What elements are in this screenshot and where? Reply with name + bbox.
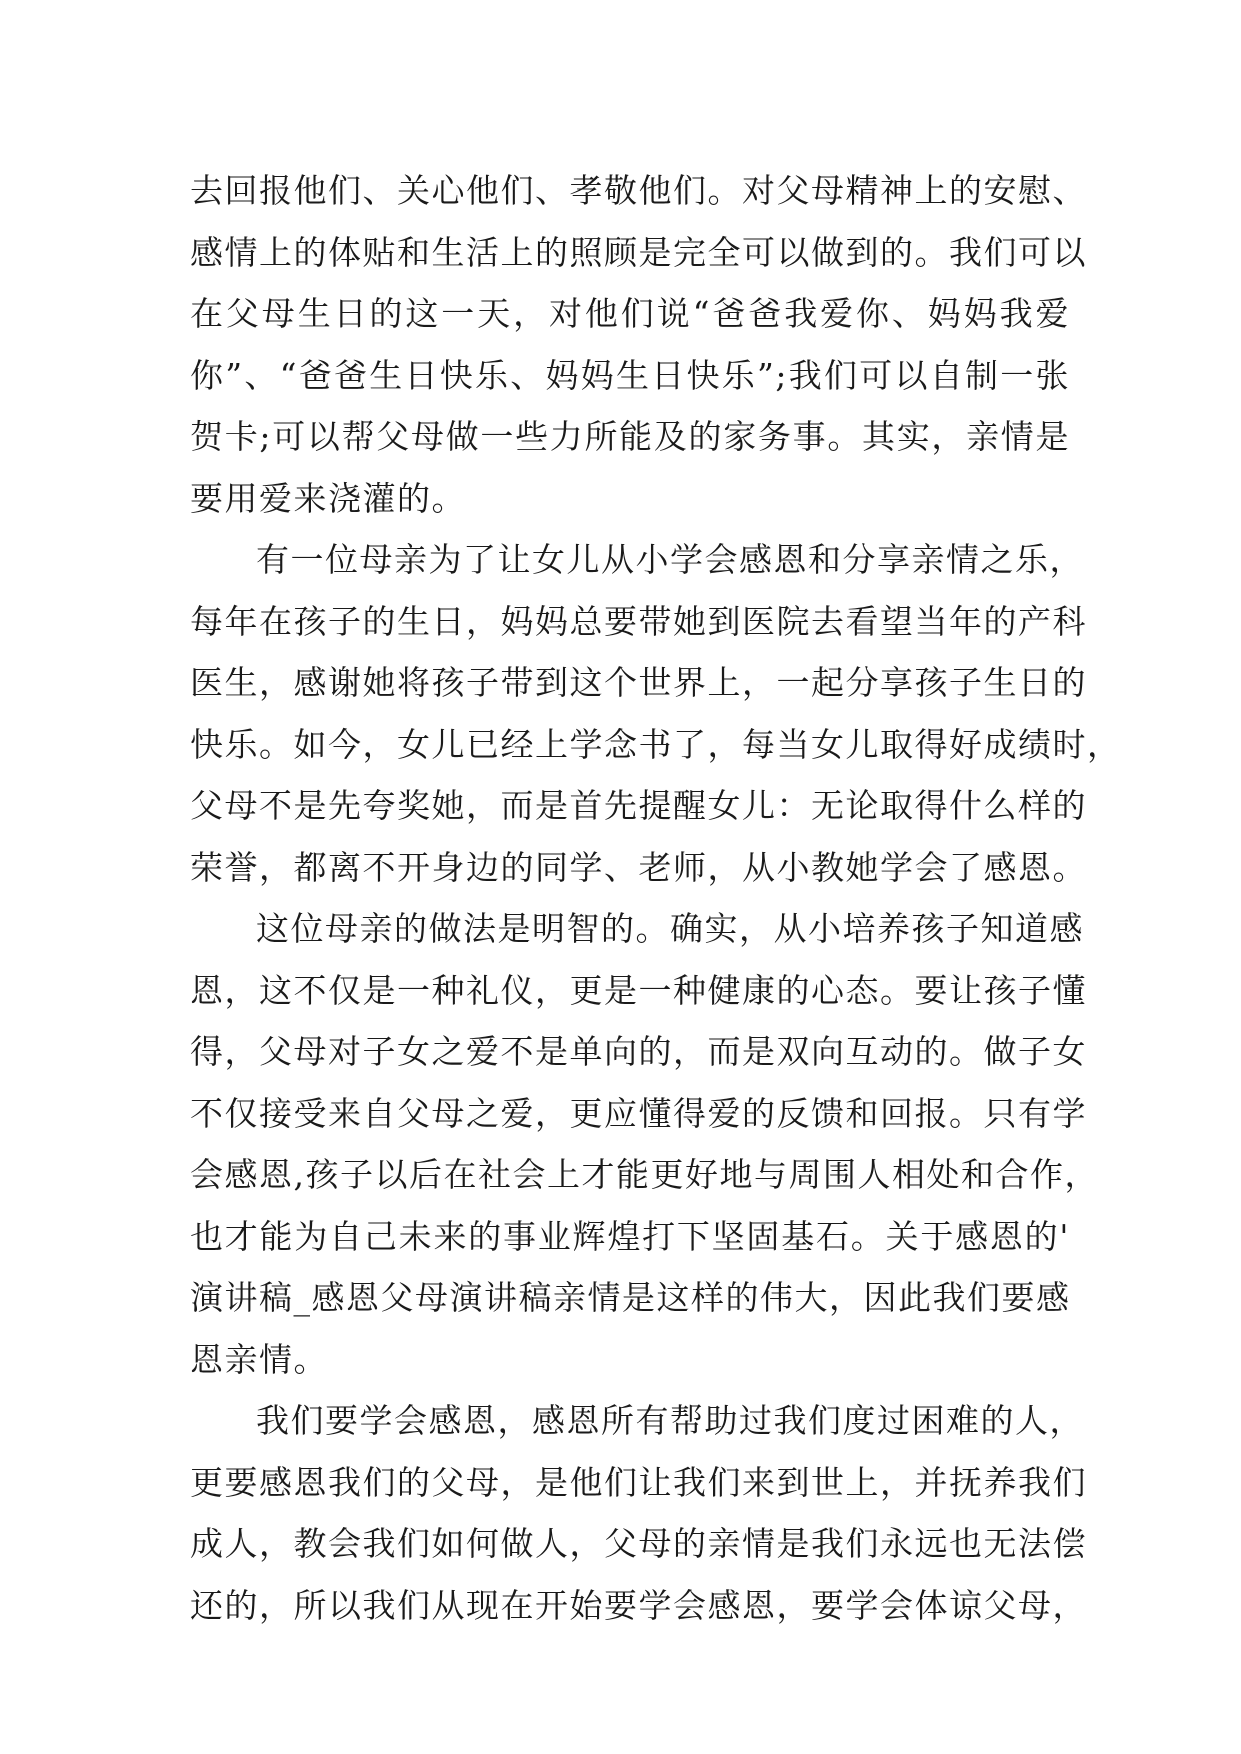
text-line: 更要感恩我们的父母，是他们让我们来到世上，并抚养我们 <box>190 1462 1087 1502</box>
text-line: 也才能为自己未来的事业辉煌打下坚固基石。关于感恩的' <box>190 1216 1070 1256</box>
text-line: 不仅接受来自父母之爱，更应懂得爱的反馈和回报。只有学 <box>190 1093 1087 1133</box>
text-line: 去回报他们、关心他们、孝敬他们。对父母精神上的安慰、 <box>190 171 1087 210</box>
text-line: 成人，教会我们如何做人，父母的亲情是我们永远也无法偿 <box>190 1524 1087 1563</box>
text-line: 会感恩,孩子以后在社会上才能更好地与周围人相处和合作， <box>190 1155 1099 1194</box>
text-line: 在父母生日的这一天，对他们说“爸爸我爱你、妈妈我爱 <box>190 294 1070 333</box>
text-line: 快乐。如今，女儿已经上学念书了，每当女儿取得好成绩时， <box>190 724 1122 764</box>
text-line: 感情上的体贴和生活上的照顾是完全可以做到的。我们可以 <box>190 232 1087 272</box>
text-line: 医生，感谢她将孩子带到这个世界上，一起分享孩子生日的 <box>190 663 1087 702</box>
paragraph-first-line: 我们要学会感恩，感恩所有帮助过我们度过困难的人， <box>256 1401 1084 1440</box>
text-line: 演讲稿_感恩父母演讲稿亲情是这样的伟大，因此我们要感 <box>190 1278 1071 1317</box>
text-line: 贺卡;可以帮父母做一些力所能及的家务事。其实，亲情是 <box>190 417 1070 456</box>
text-line: 每年在孩子的生日，妈妈总要带她到医院去看望当年的产科 <box>190 601 1087 641</box>
text-line: 要用爱来浇灌的。 <box>190 478 466 518</box>
text-line: 父母不是先夸奖她，而是首先提醒女儿：无论取得什么样的 <box>190 786 1087 825</box>
text-line: 还的，所以我们从现在开始要学会感恩，要学会体谅父母， <box>190 1585 1087 1625</box>
text-line: 恩，这不仅是一种礼仪，更是一种健康的心态。要让孩子懂 <box>190 970 1087 1010</box>
body-text <box>190 160 1122 1636</box>
text-line: 荣誉，都离不开身边的同学、老师，从小教她学会了感恩。 <box>190 847 1087 887</box>
text-line: 你”、“爸爸生日快乐、妈妈生日快乐”;我们可以自制一张 <box>190 355 1070 395</box>
paragraph-first-line: 这位母亲的做法是明智的。确实，从小培养孩子知道感 <box>256 909 1084 948</box>
text-line: 恩亲情。 <box>190 1339 328 1379</box>
paragraph-first-line: 有一位母亲为了让女儿从小学会感恩和分享亲情之乐， <box>256 540 1084 579</box>
text-line: 得，父母对子女之爱不是单向的，而是双向互动的。做子女 <box>190 1032 1087 1071</box>
